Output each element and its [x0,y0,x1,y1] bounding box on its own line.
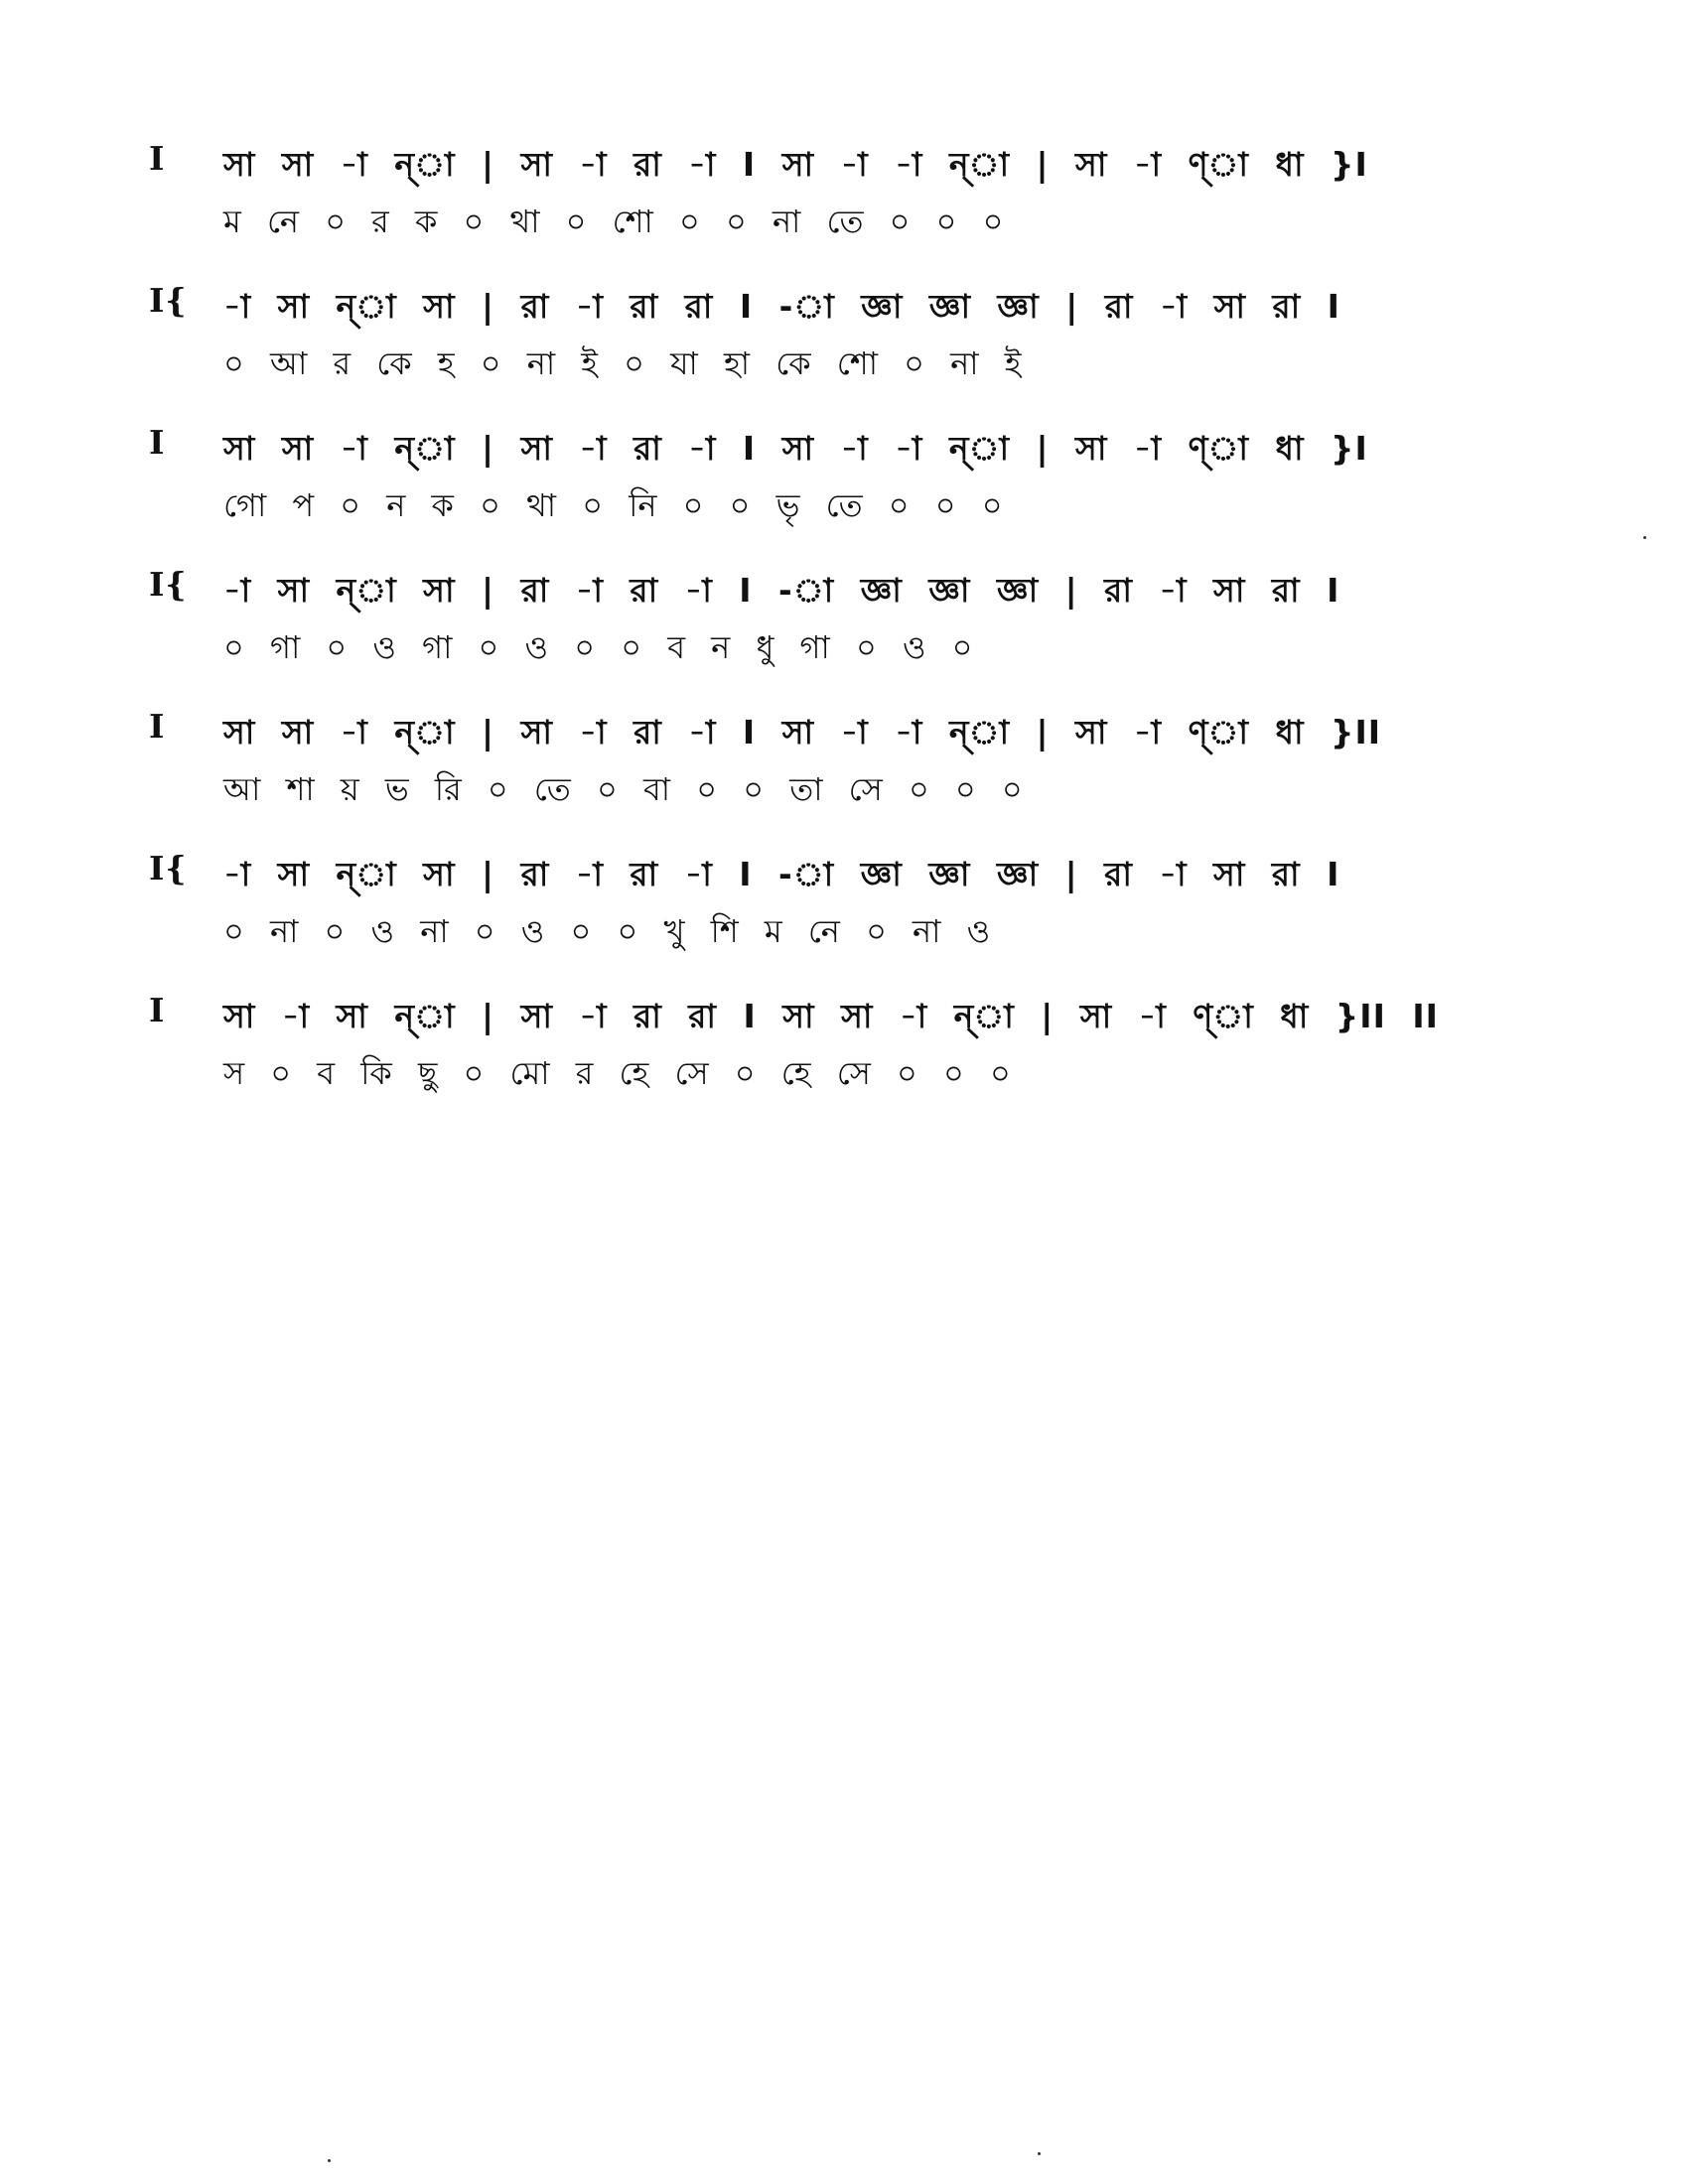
bar-mark: I [149,991,166,1029]
bar-mark: I [149,139,166,178]
scan-speck [1038,2152,1041,2155]
notes-line [149,281,1539,339]
swaralipi-notes: সা সা -া ন্‌া | সা -া রা -া I সা -া -া ন্‌া | সা -া ণ্‌া ধা }II [223,713,1382,751]
lyrics-line [149,1048,1539,1106]
swaralipi-notes: সা সা -া ন্‌া | সা -া রা -া I সা -া -া ন্‌া | সা -া ণ্‌া ধা }I [223,429,1368,468]
stanza-5 [149,707,1539,822]
scan-speck [1643,536,1646,539]
lyrics-text: ০ না ০ ও না ০ ও ০ ০ খু শি ম নে ০ না ও [223,912,992,950]
stanza-7 [149,991,1539,1106]
scan-speck [328,2159,331,2162]
swaralipi-notes: -া সা ন্‌া সা | রা -া রা -া I -া জ্ঞা জ্ঞা জ্ঞা | রা -া সা রা I [223,571,1340,610]
swaralipi-notes: -া সা ন্‌া সা | রা -া রা রা I -া জ্ঞা জ্ঞা জ্ঞা | রা -া সা রা I [223,287,1340,326]
swaralipi-notes: -া সা ন্‌া সা | রা -া রা -া I -া জ্ঞা জ্ঞা জ্ঞা | রা -া সা রা I [223,855,1340,893]
swaralipi-notes: সা -া সা ন্‌া | সা -া রা রা I সা সা -া ন্‌া | সা -া ণ্‌া ধা }II II [223,997,1439,1035]
lyrics-text: ০ আ র কে হ ০ না ই ০ যা হা কে শো ০ না ই [223,344,1023,382]
stanza-1 [149,139,1539,254]
bar-mark: I [149,423,166,462]
swaralipi-notes: সা সা -া ন্‌া | সা -া রা -া I সা -া -া ন্‌া | সা -া ণ্‌া ধা }I [223,145,1368,184]
stanza-4 [149,565,1539,680]
stanza-2 [149,281,1539,396]
lyrics-text: স ০ ব কি ছু ০ মো র হে সে ০ হে সে ০ ০ ০ [223,1054,1012,1092]
notes-line [149,139,1539,197]
stanza-6 [149,849,1539,964]
bar-mark: I [149,707,166,746]
lyrics-line [149,906,1539,964]
notes-line [149,423,1539,480]
bar-mark: I{ [149,281,188,320]
stanza-3 [149,423,1539,538]
notes-line [149,565,1539,622]
notes-line [149,991,1539,1048]
lyrics-text: ০ গা ০ ও গা ০ ও ০ ০ ব ন ধু গা ০ ও ০ [223,628,974,666]
lyrics-text: ম নে ০ র ক ০ থা ০ শো ০ ০ না তে ০ ০ ০ [223,203,1005,240]
notes-line [149,849,1539,906]
lyrics-line [149,764,1539,822]
bar-mark: I{ [149,849,188,887]
lyrics-text: গো প ০ ন ক ০ থা ০ নি ০ ০ ভৃ তে ০ ০ ০ [223,486,1004,524]
lyrics-line [149,622,1539,680]
bar-mark: I{ [149,565,188,604]
notes-line [149,707,1539,764]
lyrics-line [149,480,1539,538]
lyrics-line [149,197,1539,254]
lyrics-text: আ শা য় ভ রি ০ তে ০ বা ০ ০ তা সে ০ ০ ০ [223,770,1024,808]
lyrics-line [149,339,1539,396]
